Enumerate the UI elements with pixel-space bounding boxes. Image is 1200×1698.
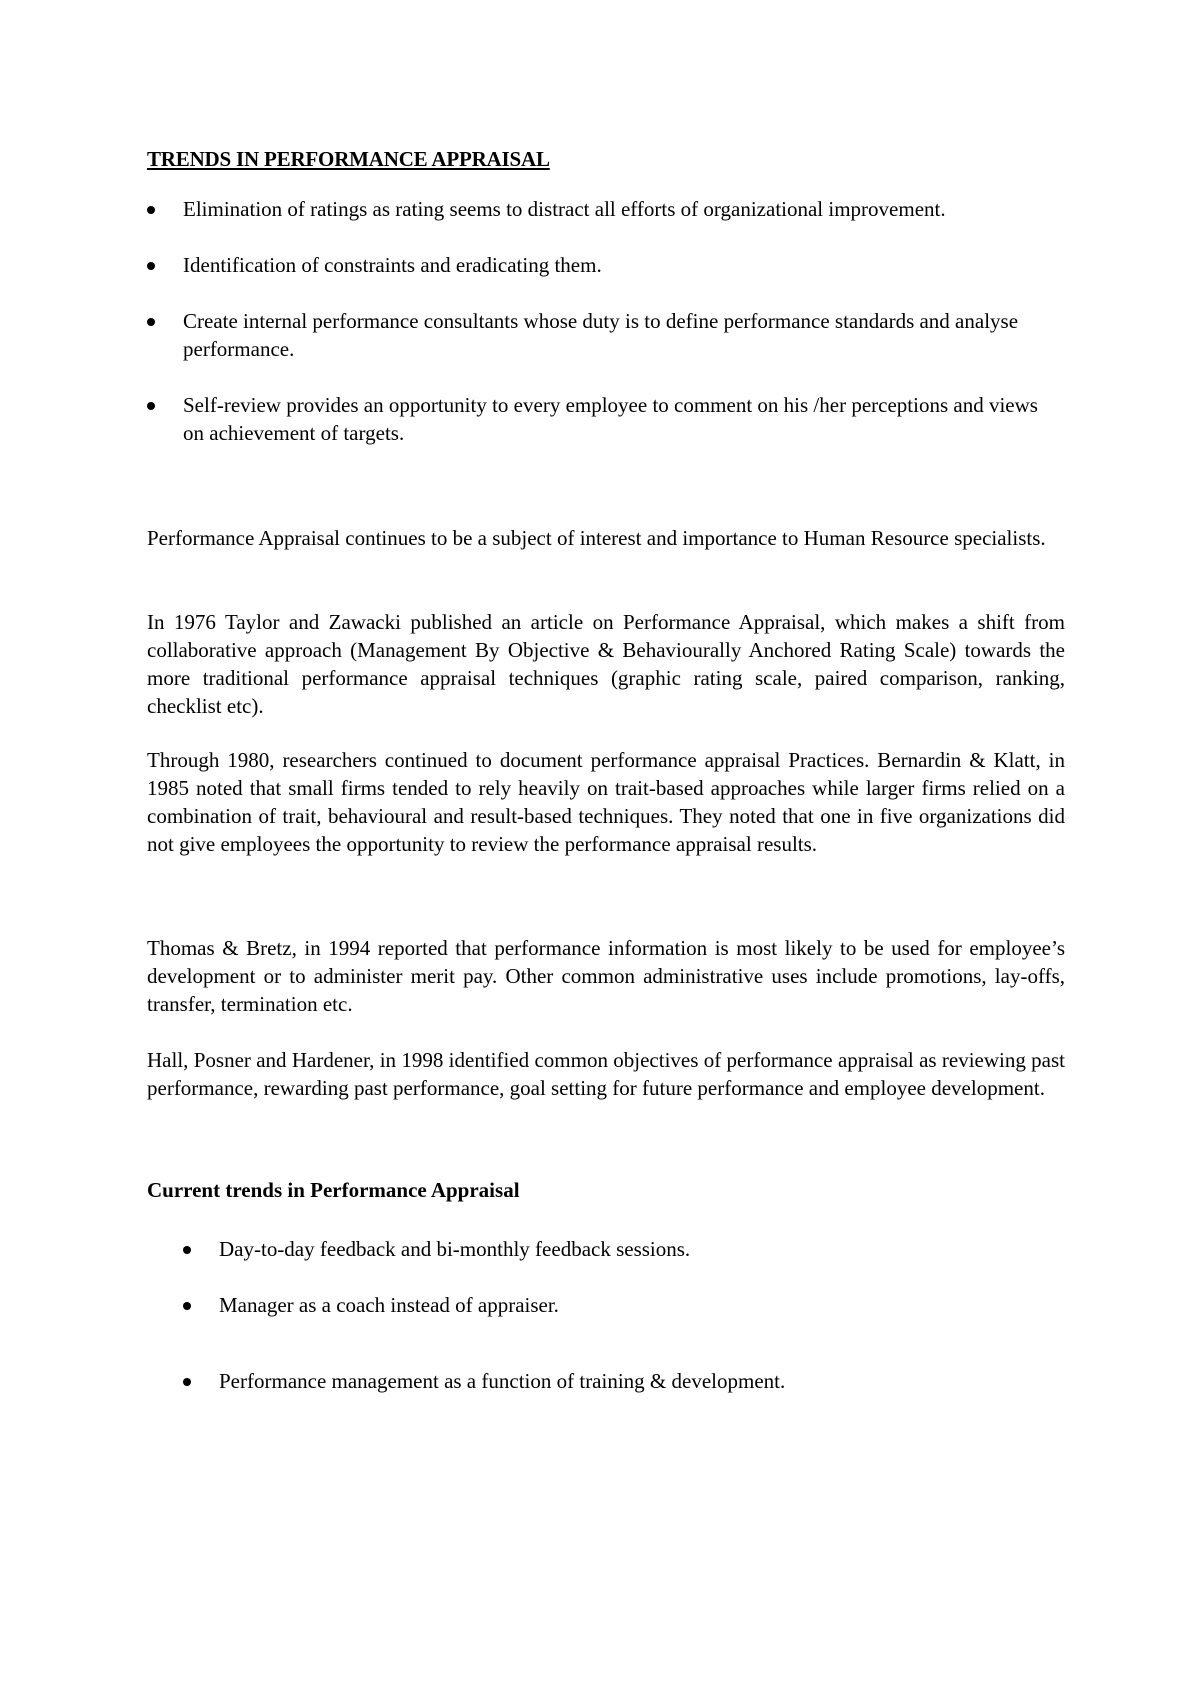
list-item-text: Manager as a coach instead of appraiser. <box>219 1293 559 1317</box>
bullet-icon <box>147 402 155 410</box>
paragraph-interest: Performance Appraisal continues to be a subject of interest and importance to Human Resource specialists. <box>147 526 1046 550</box>
paragraph-thomas-bretz: Thomas & Bretz, in 1994 reported that performance information is most likely to be used for employee’s development or to administer merit pay. Other common administrative uses include promotions, lay-offs, transfer, termination etc. <box>147 936 1065 1016</box>
trends-list <box>147 195 1047 447</box>
bullet-icon <box>183 1378 191 1386</box>
list-item <box>147 307 1047 363</box>
list-item <box>147 251 1047 279</box>
list-item <box>147 391 1047 447</box>
list-item-text: Self-review provides an opportunity to every employee to comment on his /her perceptions and views on achievement of targets. <box>183 393 1038 445</box>
list-item <box>183 1235 1063 1263</box>
paragraph-hall-posner: Hall, Posner and Hardener, in 1998 identified common objectives of performance appraisal as reviewing past performance, rewarding past performance, goal setting for future performance and employee development. <box>147 1048 1065 1100</box>
bullet-icon <box>147 318 155 326</box>
list-item <box>147 195 1047 223</box>
bullet-icon <box>147 262 155 270</box>
list-item-text: Performance management as a function of training & development. <box>219 1369 786 1393</box>
bullet-icon <box>147 206 155 214</box>
bullet-icon <box>183 1302 191 1310</box>
paragraph-taylor-zawacki: In 1976 Taylor and Zawacki published an article on Performance Appraisal, which makes a shift from collaborative approach (Management By Objective & Behaviourally Anchored Rating Scale) towards the more traditional performance appraisal techniques (graphic rating scale, paired comparison, ranking, checklist etc). <box>147 610 1065 718</box>
list-item-text: Identification of constraints and eradicating them. <box>183 253 602 277</box>
list-item <box>183 1367 1063 1395</box>
list-item <box>183 1291 1063 1319</box>
list-item-text: Elimination of ratings as rating seems to distract all efforts of organizational improvement. <box>183 197 946 221</box>
page-title: TRENDS IN PERFORMANCE APPRAISAL <box>147 147 550 171</box>
list-item-text: Create internal performance consultants whose duty is to define performance standards and analyse performance. <box>183 309 1019 361</box>
section-heading: Current trends in Performance Appraisal <box>147 1178 520 1202</box>
list-item-text: Day-to-day feedback and bi-monthly feedback sessions. <box>219 1237 691 1261</box>
bullet-icon <box>183 1246 191 1254</box>
current-trends-list <box>183 1235 1063 1395</box>
paragraph-bernardin-klatt: Through 1980, researchers continued to document performance appraisal Practices. Bernardin & Klatt, in 1985 noted that small firms tended to rely heavily on trait-based approaches while larger firms relied on a combination of trait, behavioural and result-based techniques. They noted that one in five organizations did not give employees the opportunity to review the performance appraisal results. <box>147 748 1065 856</box>
